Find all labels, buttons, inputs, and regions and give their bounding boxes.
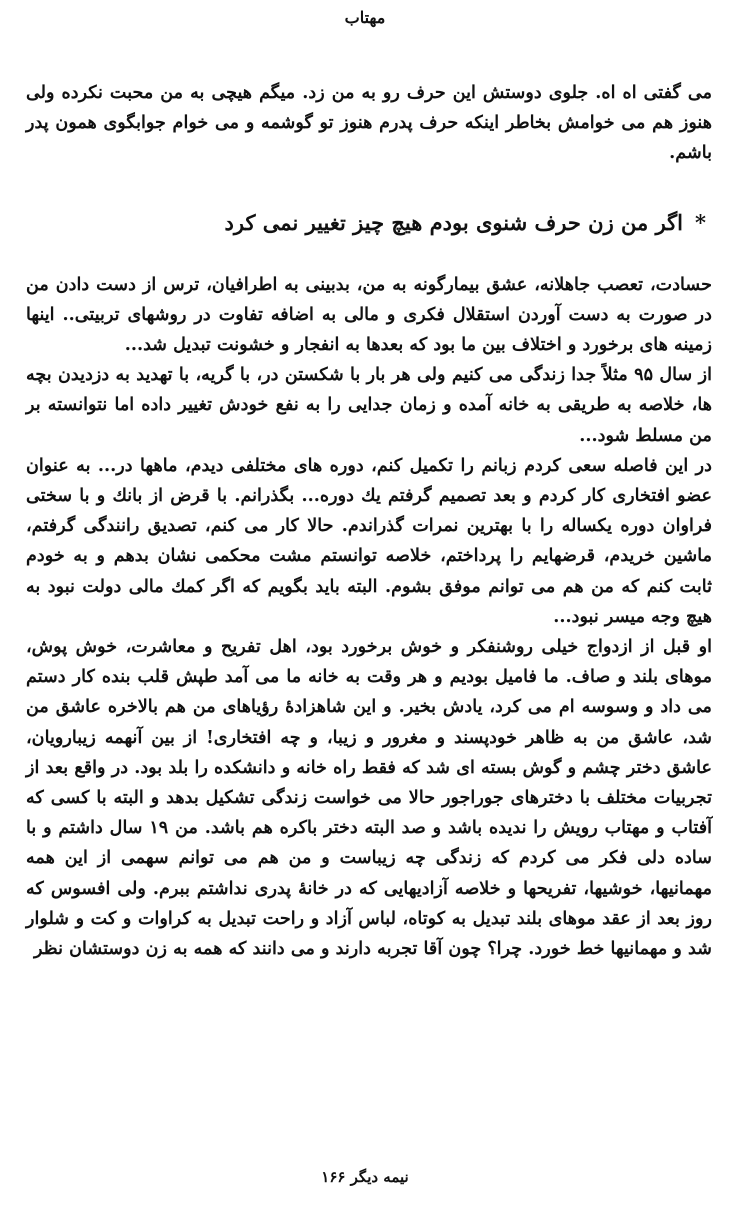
paragraph-5: او قبل از ازدواج خیلی روشنفکر و خوش برخورد بود، اهل تفریح و معاشرت، خوش پوش، موهای بلند و صاف. ما فامیل بودیم و هر وقت به خانه ما می آمد طپش قلب بنده کار دستم می داد و وسوسه ام می کرد، یادش بخیر. و این شاهزادهٔ رؤیاهای من هم بالاخره عاشق من شد، عاشق من به ظاهر خودپسند و مغرور و زیبا، و چه افتخاری! از بین آنهمه زیبارویان، عاشق دختر چشم و گوش بسته ای شد که فقط راه خانه و دانشکده را بلد بود. در واقع بعد از تجربیات مختلف با دخترهای جوراجور حالا می خواست زندگی تشکیل بدهد و البته با کسی که آفتاب و مهتاب رویش را ندیده باشد و صد البته دختر باکره هم باشد. من ۱۹ سال داشتم و با ساده دلی فکر می کردم که زندگی چه زیباست و من هم می توانم سهمی از این همه مهمانیها، خوشیها، تفریحها و خلاصه آزادیهایی که در خانهٔ پدری نداشتم ببرم. ولی افسوس که روز بعد از عقد موهای بلند تبدیل به کوتاه، لباس آزاد و راحت تبدیل به کراوات و کت و شلوار شد و مهمانیها خط خورد. چرا؟ چون آقا تجربه دارند و می دانند که همه به زن دوستشان نظر [26,636,712,960]
paragraph-2: حسادت، تعصب جاهلانه، عشق بیمارگونه به من، بدبینی به اطرافیان، ترس از دست دادن من در صورت به دست آوردن استقلال فکری و مالی به اضافه تفاوت در روشهای تربیتی.. اینها زمینه های برخورد و اختلاف بین ما بود که بعدها به انفجار و خشونت تبدیل شد... [26,273,712,356]
paragraph-1: می گفتی اه اه. جلوی دوستش این حرف رو به من زد. میگم هیچی به من محبت نکرده ولی هنوز هم می خوامش بخاطر اینکه حرف پدرم هنوز تو گوشمه و می خوام جوابگوی همون پدر باشم. [26,82,712,164]
asterisk-icon: * [695,209,706,235]
paragraph-4: در این فاصله سعی کردم زبانم را تکمیل کنم، دوره های مختلفی دیدم، ماهها در... به عنوان عضو افتخاری کار کردم و بعد تصمیم گرفتم یك دوره... بگذرانم. با قرض از بانك و با سختی فراوان دوره یکساله را با بهترین نمرات گذراندم. حالا کار می کنم، تصدیق رانندگی گرفتم، ماشین خریدم، قرضهایم را پرداختم، خلاصه توانستم مشت محکمی نشان بدهم و به خودم ثابت کنم که من هم می توانم موفق بشوم. البته باید بگویم که اگر کمك مالی دولت نبود به هیچ وجه میسر نبود... [26,454,712,627]
running-title: مهتاب [344,8,386,27]
body-text [26,78,712,964]
section-heading-text: اگر من زن حرف شنوی بودم هیچ چیز تغییر نمی کرد [224,209,684,235]
page-footer: نیمه دیگر ۱۶۶ [321,1168,409,1186]
section-heading [26,207,712,239]
paragraph-3: از سال ۹۵ مثلاً جدا زندگی می کنیم ولی هر بار با شکستن در، با گریه، با تهدید به دزدیدن بچه ها، خلاصه به طریقی به خانه آمده و زمان جدایی را به نفع خودش تغییر داده اما نتوانسته بر من مسلط شود... [26,364,712,446]
